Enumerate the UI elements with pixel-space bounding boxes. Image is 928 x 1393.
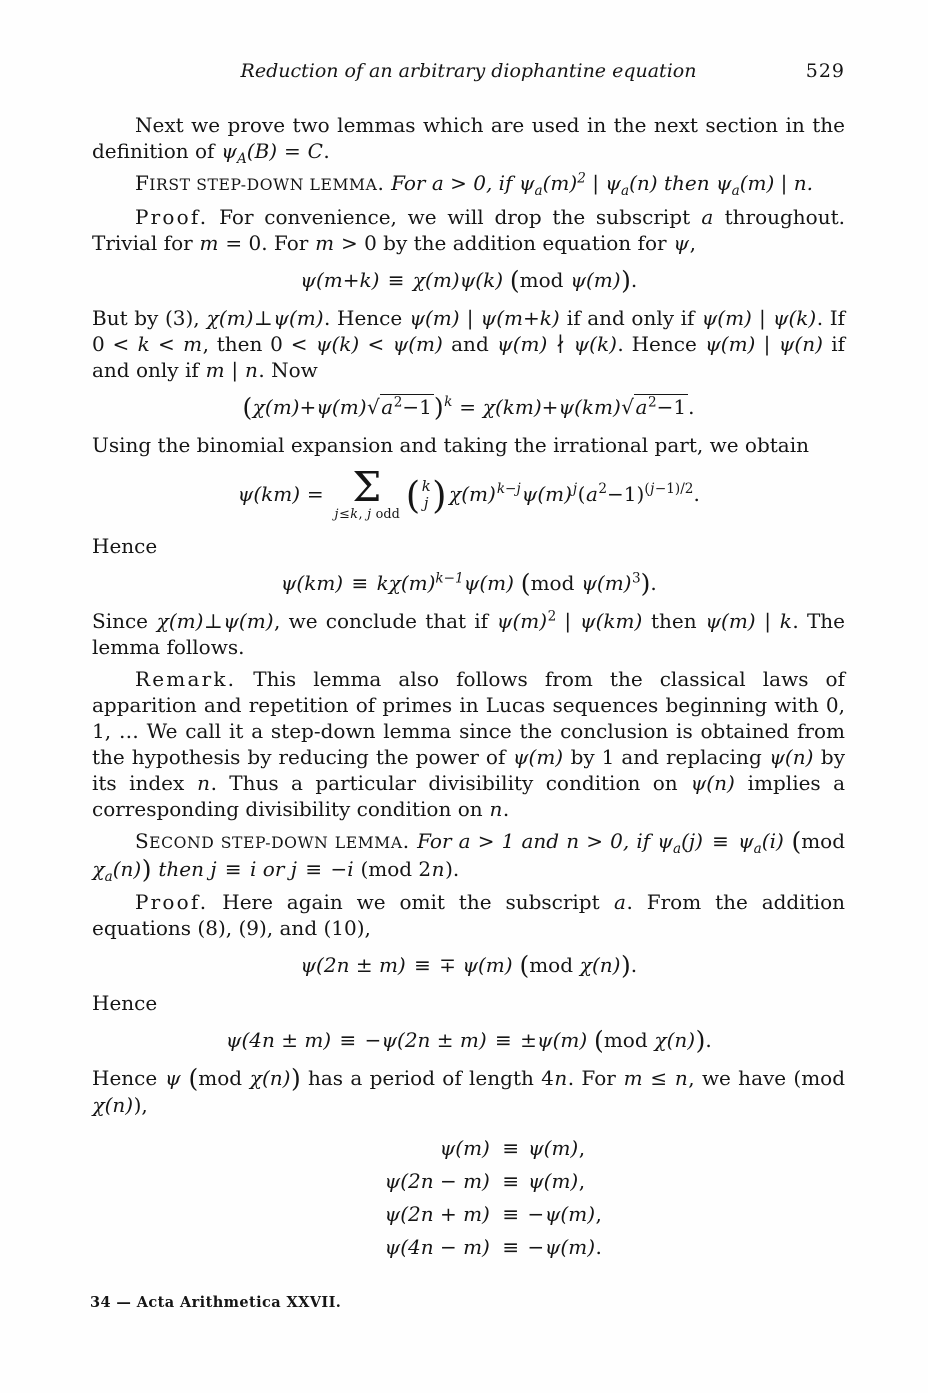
paragraph-proof-2: Proof. Here again we omit the subscript a. From the addition equations (8), (9), and (10), (92, 889, 845, 940)
equation-lhs: ψ(2n − m) (384, 1168, 490, 1193)
paragraph-but-by: But by (3), χ(m)⊥ψ(m). Hence ψ(m) | ψ(m+k) if and only if ψ(m) | ψ(k). If 0 < k < m, then 0 < ψ(k) < ψ(m) and ψ(m) ∤ ψ(k). Hence ψ(m) | ψ(n) if and only if m | n. Now (92, 306, 846, 382)
equation-psi-2n: ψ(2n ± m) ≡ ∓ ψ(m) (mod χ(n)). (300, 950, 638, 980)
equation-system (92, 1132, 845, 1264)
paragraph-intro: Next we prove two lemmas which are used in the next section in the definition of $\psi_A(B) = C$. (92, 113, 845, 167)
equation-lhs: ψ(2n + m) (384, 1201, 490, 1226)
paragraph-since: Since χ(m)⊥ψ(m), we conclude that if $\psi(m)^2$ | ψ(km) then ψ(m) | k. The lemma follows. (92, 608, 846, 659)
equation-row (259, 1198, 679, 1231)
paragraph-remark: Remark. This lemma also follows from the classical laws of apparition and repetition of primes in Lucas sequences beginning with 0, 1, … We call it a step-down lemma since the conclusion is obtained from the hypothesis by reducing the power of ψ(m) by 1 and replacing ψ(n) by its index n. Thus a particular divisibility condition on ψ(n) implies a corresponding divisibility condition on n. (92, 666, 845, 821)
paragraph-period: Hence ψ (mod χ(n)) has a period of length 4n. For m ≤ n, we have (mod χ(n)), (92, 1063, 846, 1117)
equation-row (259, 1231, 679, 1264)
equation-rhs: ≡ ψ(m), (502, 1168, 586, 1193)
equation-congruence-mod-cube: $\psi(km) \equiv k\chi(m)^{k-1}\psi(m)$ (mod $\psi(m)^3$). (280, 568, 657, 598)
running-head (92, 58, 845, 84)
equation-rhs: ≡ ψ(m), (502, 1135, 586, 1160)
running-title: Reduction of an arbitrary diophantine equation (240, 60, 697, 82)
equation-binomial-sum: ψ(km) = Σ j≤k, j odd ( k j ) $\chi(m)^{k-j}\psi(m)^j(a^2-1)^{(j-1)/2}$. (237, 463, 700, 522)
page-number: 529 (805, 60, 845, 82)
paragraph-hence-2: Hence (92, 990, 158, 1015)
equation-lhs: ψ(4n − m) (384, 1234, 490, 1259)
equation-lhs: ψ(m) (439, 1135, 490, 1160)
equation-row (259, 1132, 679, 1165)
equation-addition: ψ(m+k) ≡ χ(m)ψ(k) (mod ψ(m)). (300, 266, 638, 295)
equation-rhs: ≡ −ψ(m). (502, 1234, 602, 1259)
footer-signature: 34 — Acta Arithmetica XXVII. (90, 1294, 342, 1311)
equation-rhs: ≡ −ψ(m), (502, 1201, 602, 1226)
paragraph-proof-1: Proof. For convenience, we will drop the subscript a throughout. Trivial for m = 0. For m > 0 by the addition equation for ψ, (92, 205, 846, 255)
equation-psi-4n: ψ(4n ± m) ≡ −ψ(2n ± m) ≡ ±ψ(m) (mod χ(n)). (225, 1025, 712, 1055)
lemma-first-statement: FIRST STEP-DOWN LEMMA. For a > 0, if $\psi_a(m)^2$ | $\psi_a(n)$ then $\psi_a(m)$ | n. (135, 170, 813, 199)
equation-row (259, 1165, 679, 1198)
paragraph-hence-1: Hence (92, 533, 158, 558)
equation-power-identity: $(\chi(m)+\psi(m)√a^2-1)^k = \chi(km)+\psi(km)√a^2-1$ . (242, 393, 695, 422)
paragraph-using: Using the binomial expansion and taking the irrational part, we obtain (92, 433, 809, 457)
lemma-second-statement: SECOND STEP-DOWN LEMMA. For a > 1 and n > 0, if $\psi_a(j) \equiv \psi_a(i)$ (mod $\chi_a(n)$) then j ≡ i or j ≡ −i (mod 2n). (92, 826, 846, 885)
